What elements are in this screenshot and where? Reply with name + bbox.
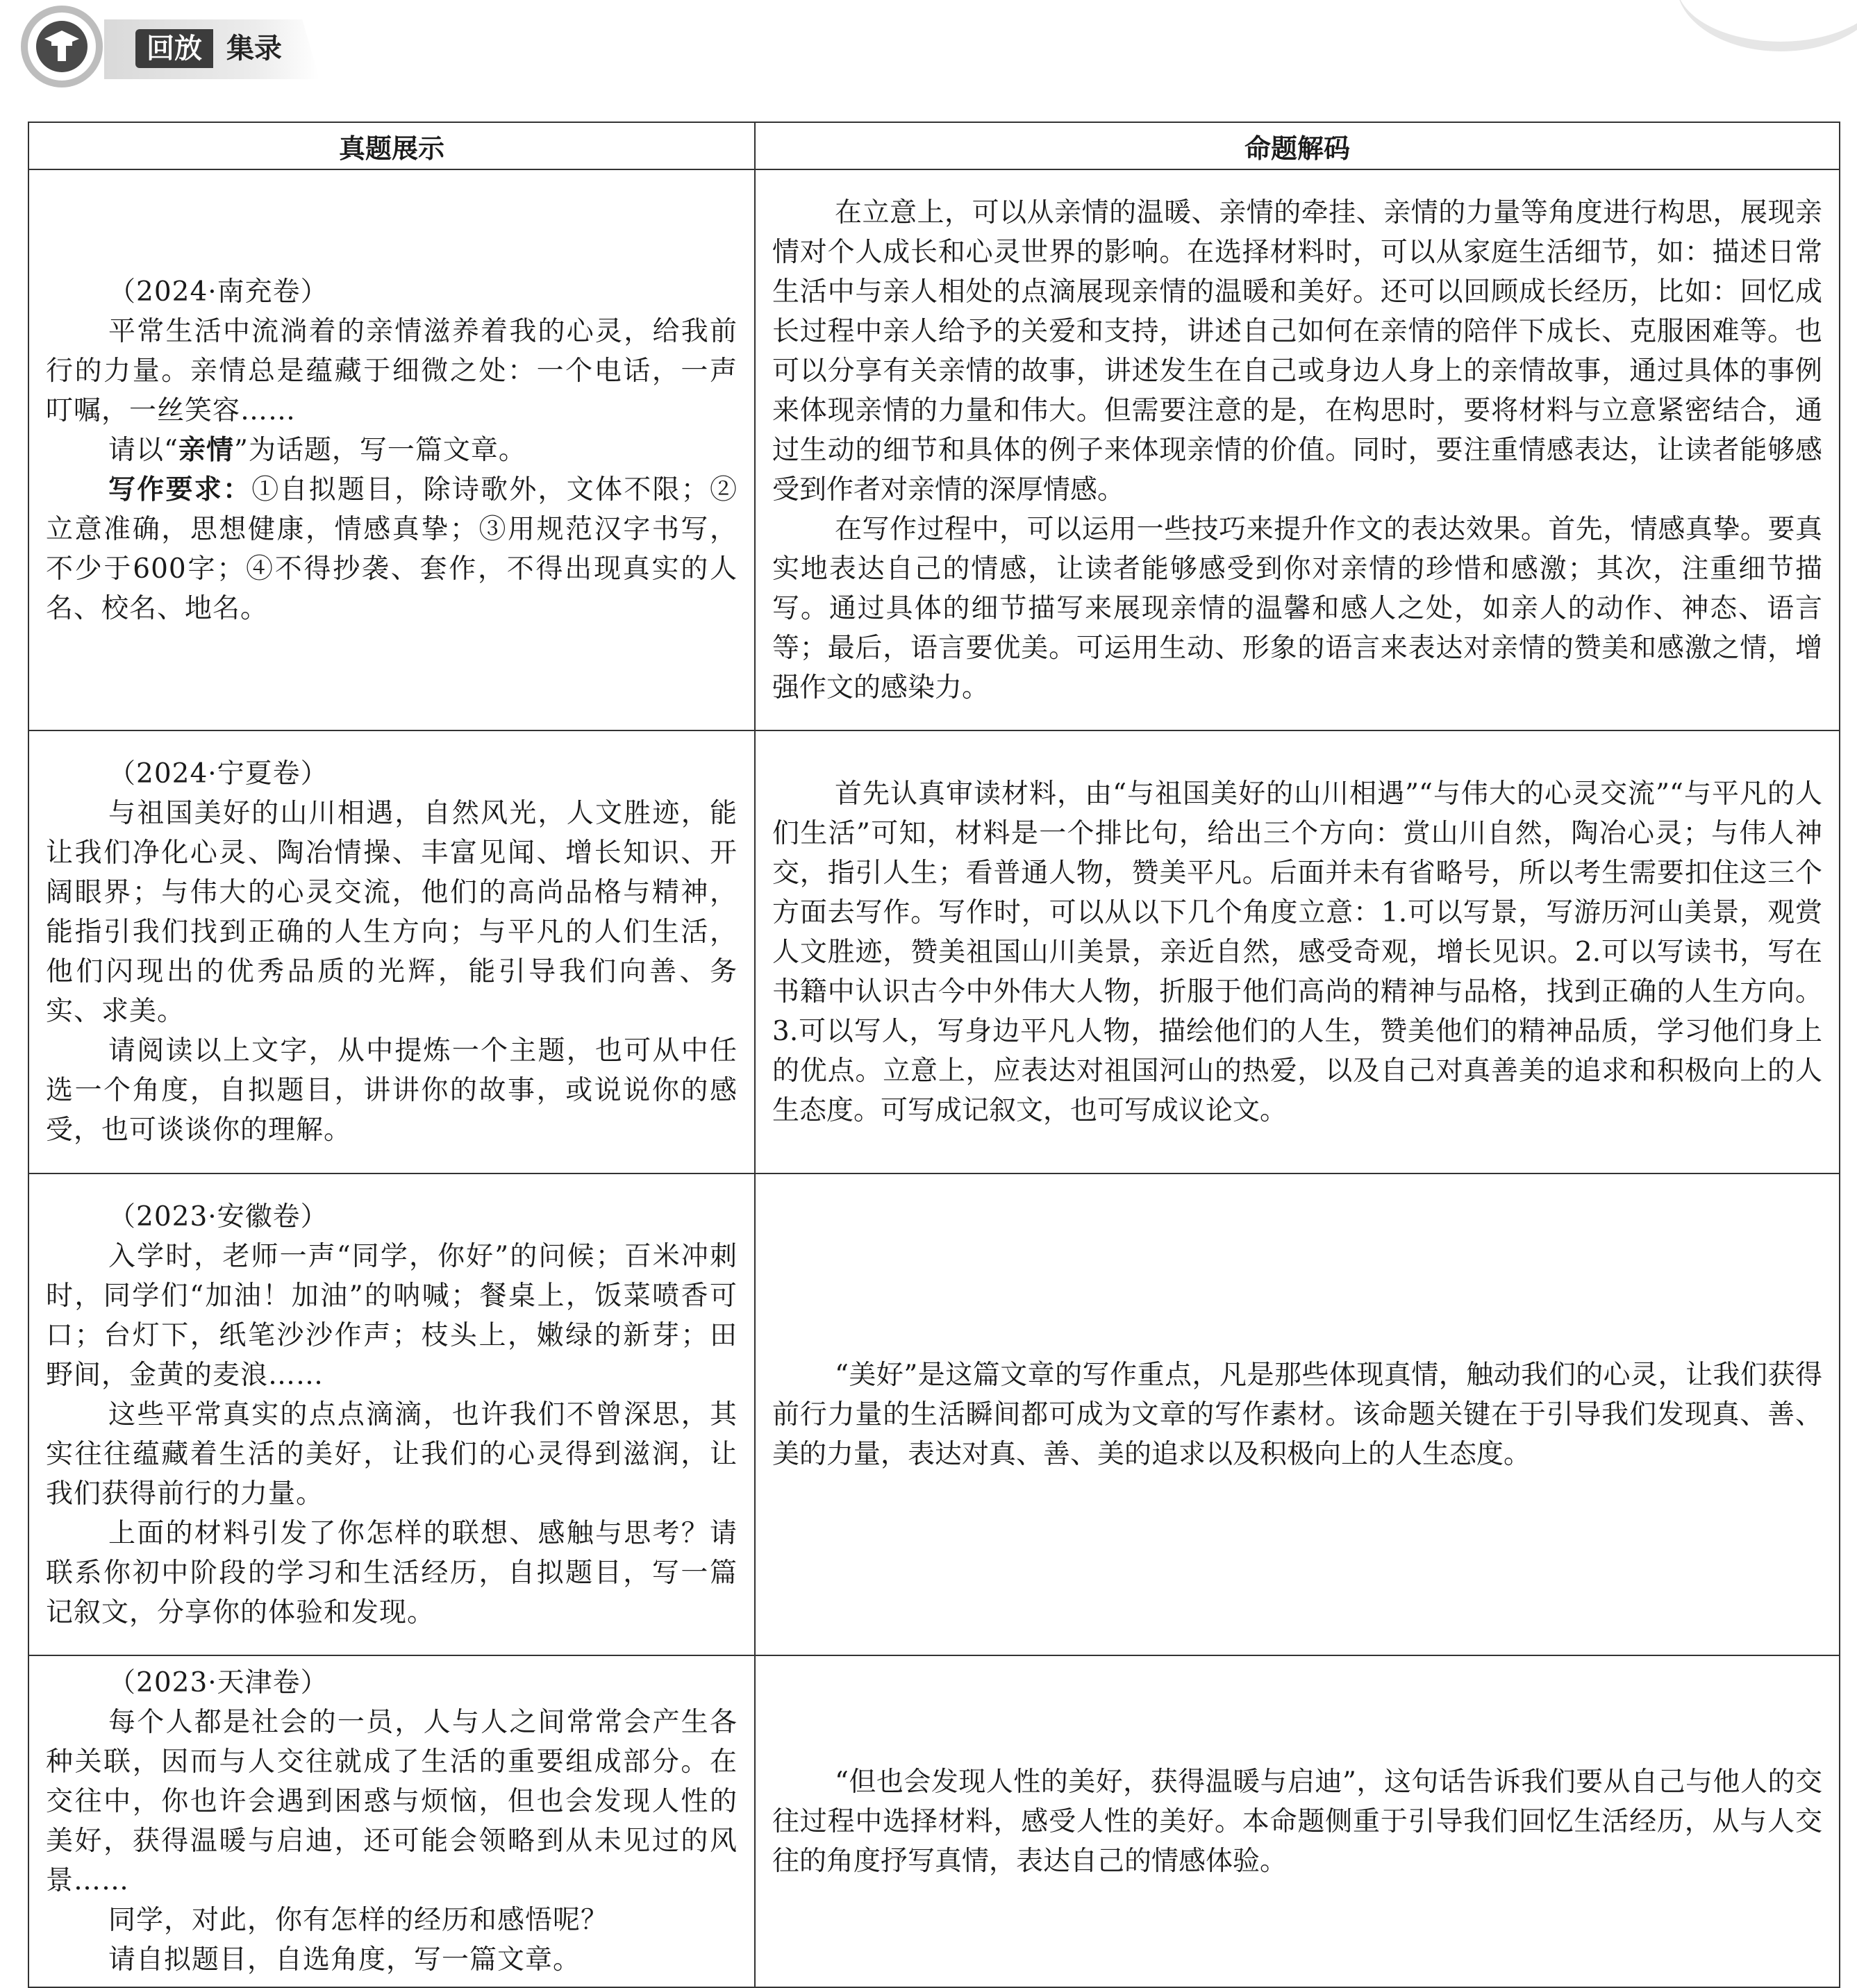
exam-table [28, 122, 1840, 1988]
prompt-pre: 请以“ [108, 434, 178, 466]
analysis-cell [755, 1655, 1840, 1987]
question-source: （2023·安徽卷） [108, 1201, 328, 1233]
question-paragraph: 请自拟题目，自选角度，写一篇文章。 [108, 1944, 581, 1976]
graduation-cap-glyph [36, 21, 88, 72]
analysis-paragraph: “美好”是这篇文章的写作重点，凡是那些体现真情，触动我们的心灵，让我们获得前行力量的生活瞬间都可成为文章的写作素材。该命题关键在于引导我们发现真、善、美的力量，表达对真、善、美的追求以及积极向上的人生态度。 [772, 1359, 1822, 1470]
requirements-label: 写作要求： [108, 474, 252, 506]
table-row [28, 1655, 1840, 1987]
table-header-row [28, 122, 1840, 169]
requirements-text: ①自拟题目，除诗歌外，文体不限；②立意准确，思想健康，情感真挚；③用规范汉字书写，不少于600字；④不得抄袭、套作，不得出现真实的人名、校名、地名。 [46, 474, 738, 624]
question-source: （2024·南充卷） [108, 276, 328, 308]
question-cell [28, 730, 755, 1173]
analysis-paragraph: 在立意上，可以从亲情的温暖、亲情的牵挂、亲情的力量等角度进行构思，展现亲情对个人成长和心灵世界的影响。在选择材料时，可以从家庭生活细节，如：描述日常生活中与亲人相处的点滴展现亲情的温暖和美好。还可以回顾成长经历，比如：回忆成长过程中亲人给予的关爱和支持，讲述自己如何在亲情的陪伴下成长、克服困难等。也可以分享有关亲情的故事，讲述发生在自己或身边人身上的亲情故事，通过具体的事例来体现亲情的力量和伟大。但需要注意的是，在构思时，要将材料与立意紧密结合，通过生动的细节和具体的例子来体现亲情的价值。同时，要注重情感表达，让读者能够感受到作者对亲情的深厚情感。 [772, 197, 1822, 506]
question-paragraph: 这些平常真实的点点滴滴，也许我们不曾深思，其实往往蕴藏着生活的美好，让我们的心灵得到滋润，让我们获得前行的力量。 [46, 1398, 738, 1510]
question-cell [28, 1173, 755, 1655]
question-prompt [46, 431, 738, 470]
section-chip: 回放 [135, 29, 213, 68]
question-cell [28, 169, 755, 730]
question-paragraph: 每个人都是社会的一员，人与人之间常常会产生各种关联，因而与人交往就成了生活的重要组成部分。在交往中，你也许会遇到困惑与烦恼，但也会发现人性的美好，获得温暖与启迪，还可能会领略到从未见过的风景…… [46, 1707, 738, 1896]
question-paragraph: 同学，对此，你有怎样的经历和感悟呢？ [108, 1905, 609, 1936]
question-paragraph: 请阅读以上文字，从中提炼一个主题，也可从中任选一个角度，自拟题目，讲讲你的故事，或说说你的感受，也可谈谈你的理解。 [46, 1035, 738, 1146]
analysis-cell [755, 1173, 1840, 1655]
question-cell [28, 1655, 755, 1987]
analysis-paragraph: “但也会发现人性的美好，获得温暖与启迪”，这句话告诉我们要从自己与他人的交往过程中选择材料，感受人性的美好。本命题侧重于引导我们回忆生活经历，从与人交往的角度抒写真情，表达自己的情感体验。 [772, 1766, 1822, 1877]
graduation-cap-icon [21, 6, 103, 87]
prompt-keyword: 亲情 [178, 434, 234, 466]
question-requirements [46, 470, 738, 628]
column-header-left: 真题展示 [28, 122, 755, 169]
question-paragraph: 上面的材料引发了你怎样的联想、感触与思考？请联系你初中阶段的学习和生活经历，自拟题目，写一篇记叙文，分享你的体验和发现。 [46, 1517, 738, 1628]
page-header [0, 0, 1857, 104]
corner-decoration [1676, 0, 1857, 51]
section-title: 集录 [226, 33, 282, 65]
question-source: （2023·天津卷） [108, 1667, 328, 1698]
question-paragraph: 平常生活中流淌着的亲情滋养着我的心灵，给我前行的力量。亲情总是蕴藏于细微之处：一个电话，一声叮嘱，一丝笑容…… [46, 315, 738, 426]
column-header-right: 命题解码 [755, 122, 1840, 169]
prompt-post: ”为话题，写一篇文章。 [233, 434, 526, 466]
analysis-paragraph: 首先认真审读材料，由“与祖国美好的山川相遇”“与伟大的心灵交流”“与平凡的人们生活”可知，材料是一个排比句，给出三个方向：赏山川自然，陶冶心灵；与伟人神交，指引人生；看普通人物，赞美平凡。后面并未有省略号，所以考生需要扣住这三个方面去写作。写作时，可以从以下几个角度立意：1.可以写景，写游历河山美景，观赏人文胜迹，赞美祖国山川美景，亲近自然，感受奇观，增长见识。2.可以写读书，写在书籍中认识古今中外伟大人物，折服于他们高尚的精神与品格，找到正确的人生方向。3.可以写人，写身边平凡人物，描绘他们的人生，赞美他们的精神品质，学习他们身上的优点。立意上，应表达对祖国河山的热爱，以及自己对真善美的追求和积极向上的人生态度。可写成记叙文，也可写成议论文。 [772, 778, 1822, 1126]
table-row [28, 169, 1840, 730]
analysis-paragraph: 在写作过程中，可以运用一些技巧来提升作文的表达效果。首先，情感真挚。要真实地表达自己的情感，让读者能够感受到你对亲情的珍惜和感激；其次，注重细节描写。通过具体的细节描写来展现亲情的温馨和感人之处，如亲人的动作、神态、语言等；最后，语言要优美。可运用生动、形象的语言来表达对亲情的赞美和感激之情，增强作文的感染力。 [772, 513, 1822, 703]
question-paragraph: 与祖国美好的山川相遇，自然风光，人文胜迹，能让我们净化心灵、陶冶情操、丰富见闻、增长知识、开阔眼界；与伟大的心灵交流，他们的高尚品格与精神，能指引我们找到正确的人生方向；与平凡的人们生活，他们闪现出的优秀品质的光辉，能引导我们向善、务实、求美。 [46, 798, 738, 1027]
analysis-cell [755, 169, 1840, 730]
table-row [28, 1173, 1840, 1655]
question-paragraph: 入学时，老师一声“同学，你好”的问候；百米冲刺时，同学们“加油！加油”的呐喊；餐桌上，饭菜喷香可口；台灯下，纸笔沙沙作声；枝头上，嫩绿的新芽；田野间，金黄的麦浪…… [46, 1240, 738, 1391]
question-source: （2024·宁夏卷） [108, 758, 328, 790]
table-row [28, 730, 1840, 1173]
analysis-cell [755, 730, 1840, 1173]
